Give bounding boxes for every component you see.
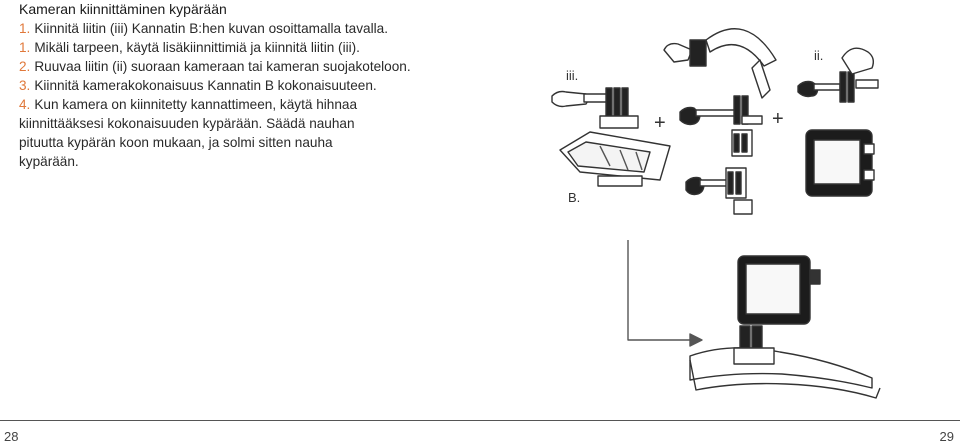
connector-iii-icon — [552, 88, 638, 128]
label-ii: ii. — [814, 48, 824, 63]
step-text-line: kiinnittääksesi kokonaisuuden kypärään. Säädä nauhan — [19, 116, 355, 131]
extension-arm-icon — [680, 96, 762, 156]
plus-sign: + — [654, 112, 666, 134]
step-3 — [19, 76, 539, 95]
step-number: 3. — [19, 78, 31, 93]
page-footer — [0, 420, 960, 447]
instructions — [19, 0, 539, 171]
step-text: Mikäli tarpeen, käytä lisäkiinnittimiä ja kiinnitä liitin (iii). — [34, 40, 360, 55]
assembled-camera-icon — [690, 256, 880, 398]
step-number: 2. — [19, 59, 31, 74]
step-text-line: Kun kamera on kiinnitetty kannattimeen, käytä hihnaa — [34, 97, 358, 112]
extension-arm-lower-icon — [686, 168, 752, 214]
mount-illustration — [540, 0, 960, 420]
step-text: Kiinnitä liitin (iii) Kannatin B:hen kuvan osoittamalla tavalla. — [34, 21, 388, 36]
section-heading: Kameran kiinnittäminen kypärään — [19, 1, 227, 17]
connector-ii-icon — [798, 48, 878, 102]
step-2 — [19, 57, 539, 76]
handlebar-clamp-icon — [664, 29, 776, 98]
step-number: 1. — [19, 40, 31, 55]
label-b: B. — [568, 190, 581, 205]
camera-icon — [806, 130, 874, 196]
step-1 — [19, 19, 539, 38]
arrow-icon — [628, 240, 692, 340]
page-number-left: 28 — [4, 429, 19, 444]
step-text-line: pituutta kypärän koon mukaan, ja solmi sitten nauha — [19, 135, 333, 150]
step-number: 1. — [19, 21, 31, 36]
step-text: Ruuvaa liitin (ii) suoraan kameraan tai kameran suojakoteloon. — [34, 59, 411, 74]
assembly-diagram — [540, 0, 960, 420]
step-1b — [19, 38, 539, 57]
bracket-b-icon — [560, 132, 670, 186]
page-number-right: 29 — [939, 429, 954, 444]
step-text-line: kypärään. — [19, 154, 79, 169]
step-text: Kiinnitä kamerakokonaisuus Kannatin B kokonaisuuteen. — [34, 78, 377, 93]
plus-sign: + — [772, 108, 784, 130]
step-4 — [19, 95, 539, 171]
label-iii: iii. — [566, 68, 579, 83]
step-number: 4. — [19, 97, 31, 112]
